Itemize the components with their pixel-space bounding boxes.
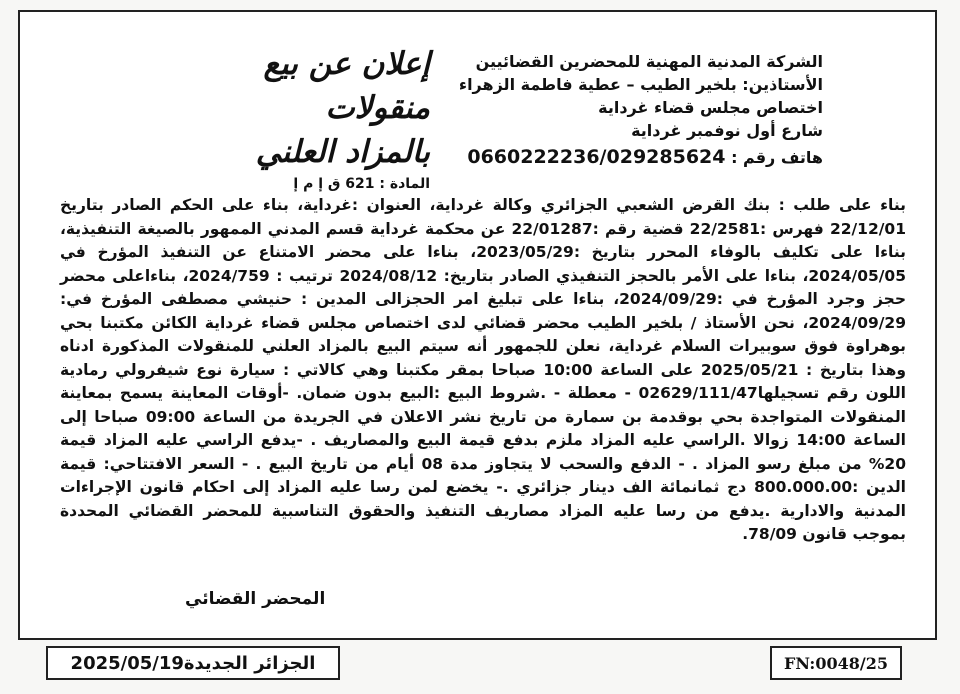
newspaper-date-box: الجزائر الجديدة2025/05/19 bbox=[46, 646, 340, 680]
phone-label: هاتف رقم : bbox=[731, 148, 823, 167]
company-name: الشركة المدنية المهنية للمحضرين القضائيين bbox=[475, 52, 823, 71]
phone-numbers: 0660222236/029285624 bbox=[467, 146, 726, 168]
announcement-frame bbox=[18, 10, 937, 640]
office-address: شارع أول نوفمبر غرداية bbox=[631, 121, 823, 140]
bailiff-names: الأستاذين: بلخير الطيب – عطية فاطمة الزهراء bbox=[458, 75, 823, 94]
announcement-body bbox=[60, 194, 906, 547]
announcement-heading bbox=[150, 42, 430, 192]
phone-line bbox=[443, 146, 823, 169]
article-reference: المادة : 621 ق إ م إ bbox=[293, 176, 430, 192]
body-paragraph: بناء على طلب : بنك القرض الشعبي الجزائري وكالة غرداية، العنوان :غرداية، بناء على الحكم الصادر بتاريخ 22/12/01 فهرس :22/2581 قضية رقم :22/01287 عن محكمة غرداية قسم المدني الممهور بالصيغة التنفيذية، بناءا على تكليف بالوفاء المحرر بتاريخ :2023/05/29، بناءا على محضر الامتناع عن التنفيذ المؤرخ في 2024/05/05، بناءا على الأمر بالحجز التنفيذي الصادر بتاريخ: 2024/08/12 ترتيب : 2024/759، بناءاعلى محضر حجز وجرد المؤرخ في :2024/09/29، بناءا على تبليغ امر الحجزالى المدين : حنيشي مصطفى المؤرخ في: 2024/09/29، نحن الأستاذ / بلخير الطيب محضر قضائي لدى اختصاص مجلس قضاء غرداية الكائن مكتبنا بحي بوهراوة فوق سوبيرات السلام غرداية، نعلن للجمهور أنه سيتم البيع بالمزاد العلني للمنقولات المذكورة ادناه وهذا بتاريخ : 2025/05/21 على الساعة 10:00 صباحا بمقر مكتبنا وهي كالاتي : سيارة نوع شيفرولي رمادية اللون رقم تسجيلها02629/111/47 - معطلة - .شروط البيع :البيع بدون ضمان. -أوقات المعاينة يسمح بمعاينة المنقولات المتواجدة بحي بوقدمة بن سمارة من تاريخ نشر الاعلان في الجريدة من الساعة 09:00 صباحا إلى الساعة 14:00 زوالا .الراسي عليه المزاد ملزم بدفع قيمة البيع والمصاريف . -يدفع الراسي عليه المزاد قيمة 20% من مبلغ رسو المزاد . - الدفع والسحب لا يتجاوز مدة 08 أيام من تاريخ البيع . - السعر الافتتاحي: قيمة الدين :800.000.00 دج ثمانمائة الف دينار جزائري .- يخضع لمن رسا عليه المزاد إلى احكام قانون الإجراءات المدنية والادارية .يدفع من رسا عليه المزاد مصاريف التنفيذ والحقوق التناسبية للمحضر القضائي المحددة بموجب قانون 78/09. bbox=[60, 196, 907, 543]
announcement-title-line1: إعلان عن بيع منقولات bbox=[263, 46, 430, 126]
fn-code-box: FN:0048/25 bbox=[770, 646, 902, 680]
office-info bbox=[443, 50, 823, 169]
jurisdiction: اختصاص مجلس قضاء غرداية bbox=[598, 98, 823, 117]
announcement-title-line2: بالمزاد العلني bbox=[255, 134, 430, 170]
signature: المحضر القضائي bbox=[185, 589, 326, 609]
